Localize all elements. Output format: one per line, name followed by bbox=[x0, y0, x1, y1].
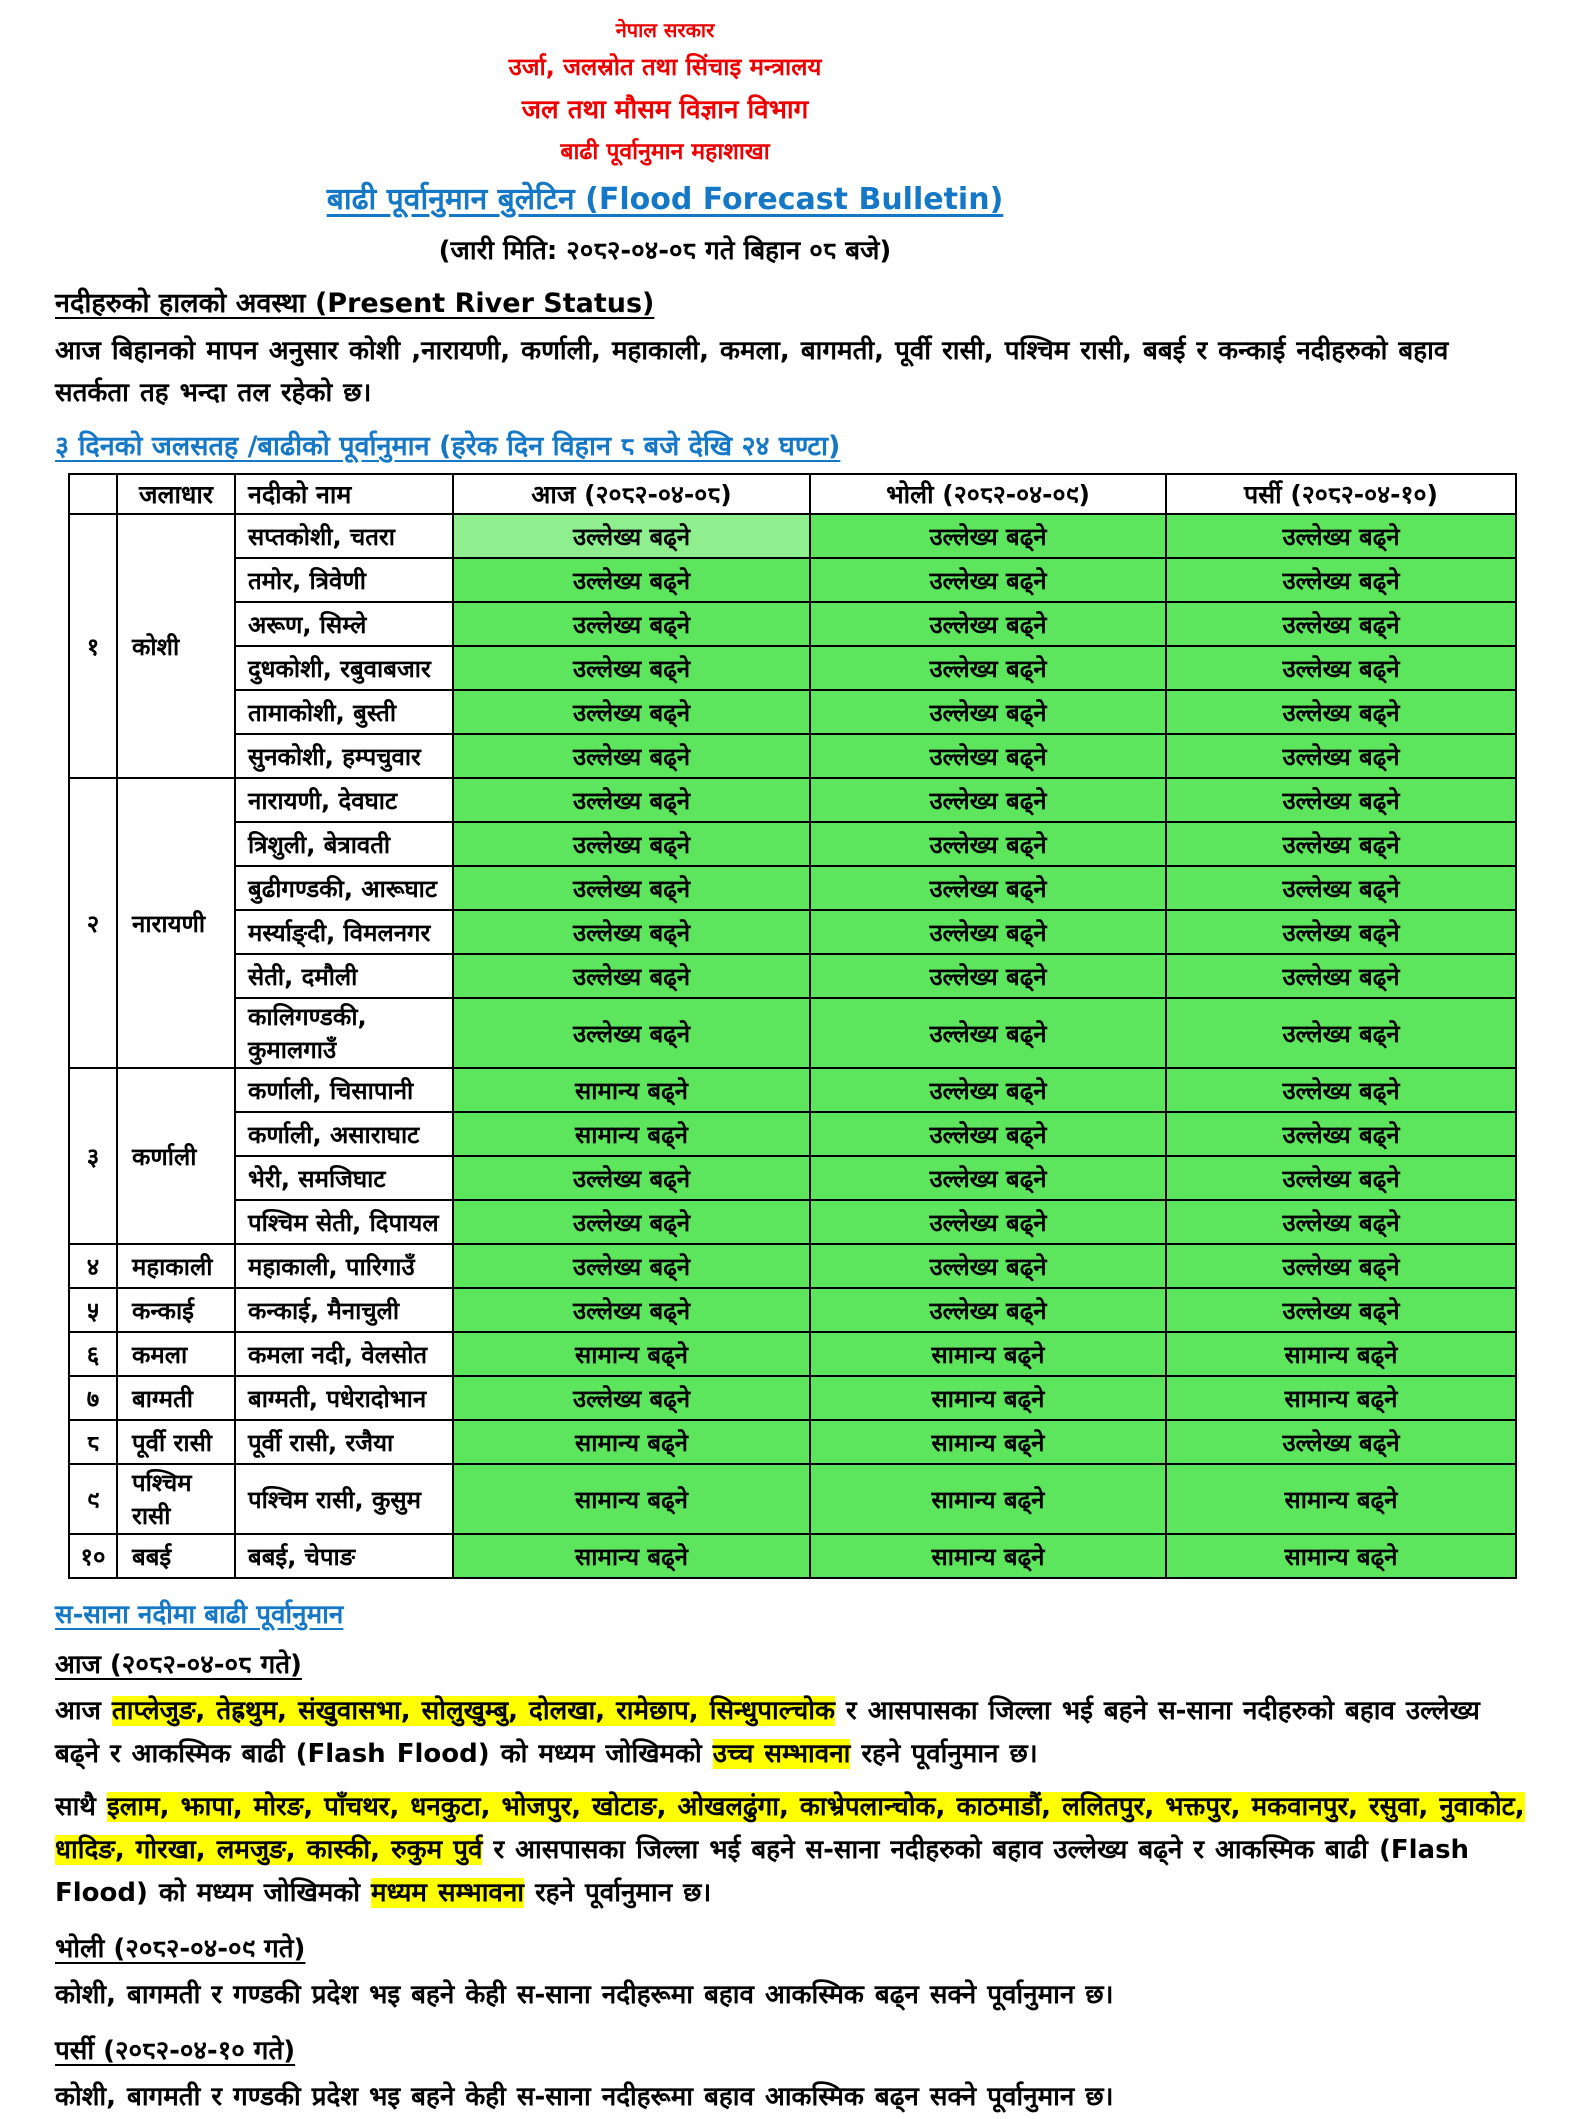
forecast-cell: उल्लेख्य बढ्ने bbox=[810, 690, 1166, 734]
basin-serial-number: १० bbox=[69, 1534, 117, 1578]
bulletin-title: बाढी पूर्वानुमान बुलेटिन (Flood Forecast Bulletin) bbox=[326, 182, 1004, 217]
forecast-cell: उल्लेख्य बढ्ने bbox=[1166, 1112, 1516, 1156]
forecast-cell: सामान्य बढ्ने bbox=[810, 1464, 1166, 1534]
forecast-cell: उल्लेख्य बढ्ने bbox=[453, 822, 810, 866]
plain-text: साथै bbox=[55, 1791, 107, 1822]
forecast-cell: उल्लेख्य बढ्ने bbox=[453, 646, 810, 690]
river-name: कमला नदी, वेलसोत bbox=[235, 1332, 453, 1376]
forecast-cell: उल्लेख्य बढ्ने bbox=[453, 1244, 810, 1288]
forecast-cell: उल्लेख्य बढ्ने bbox=[810, 822, 1166, 866]
forecast-cell: उल्लेख्य बढ्ने bbox=[453, 1156, 810, 1200]
river-name: पूर्वी रासी, रजैया bbox=[235, 1420, 453, 1464]
forecast-cell: उल्लेख्य बढ्ने bbox=[1166, 690, 1516, 734]
river-name: महाकाली, पारिगाउँ bbox=[235, 1244, 453, 1288]
table-row bbox=[69, 1534, 1516, 1578]
basin-serial-number: ५ bbox=[69, 1288, 117, 1332]
column-header-basin: जलाधार bbox=[117, 474, 235, 514]
forecast-cell: सामान्य बढ्ने bbox=[453, 1068, 810, 1112]
table-row bbox=[69, 558, 1516, 602]
table-row bbox=[69, 734, 1516, 778]
forecast-cell: उल्लेख्य बढ्ने bbox=[810, 1112, 1166, 1156]
river-name: भेरी, समजिघाट bbox=[235, 1156, 453, 1200]
river-name: त्रिशुली, बेत्रावती bbox=[235, 822, 453, 866]
plain-text: र आसपासका जिल्ला भई बहने स-साना नदीहरुको बहाव उल्लेख्य बढ्ने र आकस्मिक बाढी (Flash Flood) को मध्यम जोखिमको bbox=[55, 1696, 1480, 1770]
table-row bbox=[69, 910, 1516, 954]
river-name: बबई, चेपाङ bbox=[235, 1534, 453, 1578]
date-subheading: पर्सी (२०८२-०४-१० गते) bbox=[55, 2036, 296, 2067]
forecast-cell: उल्लेख्य बढ्ने bbox=[1166, 602, 1516, 646]
forecast-cell: उल्लेख्य बढ्ने bbox=[810, 1068, 1166, 1112]
river-name: बुढीगण्डकी, आरूघाट bbox=[235, 866, 453, 910]
basin-name: कोशी bbox=[117, 514, 235, 778]
table-row bbox=[69, 602, 1516, 646]
forecast-cell: उल्लेख्य बढ्ने bbox=[810, 1200, 1166, 1244]
plain-text: रहने पूर्वानुमान छ। bbox=[850, 1739, 1038, 1770]
river-name: तमोर, त्रिवेणी bbox=[235, 558, 453, 602]
forecast-cell: उल्लेख्य बढ्ने bbox=[453, 866, 810, 910]
forecast-cell: उल्लेख्य बढ्ने bbox=[453, 1288, 810, 1332]
forecast-cell: सामान्य बढ्ने bbox=[810, 1332, 1166, 1376]
river-name: सुनकोशी, हम्पचुवार bbox=[235, 734, 453, 778]
table-row bbox=[69, 1200, 1516, 1244]
forecast-cell: उल्लेख्य बढ्ने bbox=[1166, 558, 1516, 602]
document-body bbox=[55, 283, 1533, 2119]
forecast-cell: उल्लेख्य बढ्ने bbox=[1166, 910, 1516, 954]
present-status-text: आज बिहानको मापन अनुसार कोशी ,नारायणी, कर्णाली, महाकाली, कमला, बागमती, पूर्वी रासी, पश्चिम रासी, बबई र कन्काई नदीहरुको बहाव सतर्कता तह भन्दा तल रहेको छ। bbox=[55, 336, 1449, 409]
table-row bbox=[69, 1288, 1516, 1332]
forecast-cell: उल्लेख्य बढ्ने bbox=[1166, 1288, 1516, 1332]
river-name: तामाकोशी, बुस्ती bbox=[235, 690, 453, 734]
basin-name: पश्चिम रासी bbox=[117, 1464, 235, 1534]
table-row bbox=[69, 514, 1516, 558]
forecast-cell: सामान्य बढ्ने bbox=[453, 1534, 810, 1578]
forecast-cell: सामान्य बढ्ने bbox=[453, 1112, 810, 1156]
column-header-today: आज (२०८२-०४-०८) bbox=[453, 474, 810, 514]
table-row bbox=[69, 1068, 1516, 1112]
forecast-cell: सामान्य बढ्ने bbox=[810, 1420, 1166, 1464]
table-row bbox=[69, 954, 1516, 998]
forecast-cell: उल्लेख्य बढ्ने bbox=[1166, 778, 1516, 822]
highlighted-text: इलाम, झापा, मोरङ, पाँचथर, धनकुटा, भोजपुर, खोटाङ, ओखलढुंगा, काभ्रेपलान्चोक, काठमाडौं, ललितपुर, भक्तपुर, मकवानपुर, रसुवा, नुवाकोट, धादिङ, गोरखा, लमजुङ, कास्की, रुकुम पुर्व bbox=[55, 1791, 1525, 1865]
river-name: नारायणी, देवघाट bbox=[235, 778, 453, 822]
basin-serial-number: १ bbox=[69, 514, 117, 778]
forecast-cell: उल्लेख्य बढ्ने bbox=[810, 646, 1166, 690]
plain-text: आज bbox=[55, 1696, 112, 1727]
table-row bbox=[69, 778, 1516, 822]
forecast-cell: सामान्य बढ्ने bbox=[1166, 1464, 1516, 1534]
column-header-sn bbox=[69, 474, 117, 514]
forecast-cell: उल्लेख्य बढ्ने bbox=[453, 910, 810, 954]
forecast-paragraph bbox=[55, 1974, 1533, 2017]
header-row bbox=[69, 474, 1516, 514]
forecast-table bbox=[68, 473, 1517, 1579]
forecast-cell: उल्लेख्य बढ्ने bbox=[1166, 1244, 1516, 1288]
basin-name: बबई bbox=[117, 1534, 235, 1578]
table-row bbox=[69, 646, 1516, 690]
table-row bbox=[69, 1244, 1516, 1288]
forecast-cell: उल्लेख्य बढ्ने bbox=[1166, 1156, 1516, 1200]
forecast-cell: उल्लेख्य बढ्ने bbox=[1166, 514, 1516, 558]
river-name: सेती, दमौली bbox=[235, 954, 453, 998]
forecast-table-body bbox=[69, 514, 1516, 1578]
forecast-cell: सामान्य बढ्ने bbox=[810, 1376, 1166, 1420]
basin-name: महाकाली bbox=[117, 1244, 235, 1288]
forecast-cell: उल्लेख्य बढ्ने bbox=[453, 1200, 810, 1244]
forecast-cell: उल्लेख्य बढ्ने bbox=[810, 734, 1166, 778]
table-row bbox=[69, 1420, 1516, 1464]
highlighted-text: मध्यम सम्भावना bbox=[371, 1877, 525, 1908]
basin-serial-number: ७ bbox=[69, 1376, 117, 1420]
forecast-cell: सामान्य बढ्ने bbox=[810, 1534, 1166, 1578]
division-line: बाढी पूर्वानुमान महाशाखा bbox=[560, 139, 770, 165]
forecast-cell: उल्लेख्य बढ्ने bbox=[810, 558, 1166, 602]
document-header bbox=[55, 0, 1275, 267]
river-name: कर्णाली, असाराघाट bbox=[235, 1112, 453, 1156]
forecast-cell: उल्लेख्य बढ्ने bbox=[453, 602, 810, 646]
forecast-cell: उल्लेख्य बढ्ने bbox=[453, 558, 810, 602]
column-header-tomorrow: भोली (२०८२-०४-०९) bbox=[810, 474, 1166, 514]
basin-name: पूर्वी रासी bbox=[117, 1420, 235, 1464]
forecast-cell: उल्लेख्य बढ्ने bbox=[453, 734, 810, 778]
river-name: कन्काई, मैनाचुली bbox=[235, 1288, 453, 1332]
forecast-cell: उल्लेख्य बढ्ने bbox=[1166, 822, 1516, 866]
date-subheading: भोली (२०८२-०४-०९ गते) bbox=[55, 1934, 306, 1964]
forecast-paragraph bbox=[55, 1786, 1533, 1915]
forecast-cell: उल्लेख्य बढ्ने bbox=[810, 1244, 1166, 1288]
date-subheading: आज (२०८२-०४-०८ गते) bbox=[55, 1650, 302, 1681]
forecast-cell: उल्लेख्य बढ्ने bbox=[1166, 866, 1516, 910]
forecast-cell: उल्लेख्य बढ्ने bbox=[1166, 998, 1516, 1068]
basin-serial-number: ९ bbox=[69, 1464, 117, 1534]
basin-serial-number: ८ bbox=[69, 1420, 117, 1464]
plain-text: रहने पूर्वानुमान छ। bbox=[524, 1877, 712, 1908]
forecast-cell: उल्लेख्य बढ्ने bbox=[810, 514, 1166, 558]
table-row bbox=[69, 866, 1516, 910]
column-header-river: नदीको नाम bbox=[235, 474, 453, 514]
plain-text: कोशी, बागमती र गण्डकी प्रदेश भइ बहने केही स-साना नदीहरूमा बहाव आकस्मिक बढ्न सक्ने पूर्वानुमान छ। bbox=[55, 2082, 1114, 2113]
forecast-cell: उल्लेख्य बढ्ने bbox=[1166, 1200, 1516, 1244]
highlighted-text: उच्च सम्भावना bbox=[712, 1739, 851, 1770]
forecast-cell: उल्लेख्य बढ्ने bbox=[810, 1288, 1166, 1332]
forecast-paragraph bbox=[55, 1690, 1533, 1776]
forecast-cell: सामान्य बढ्ने bbox=[1166, 1376, 1516, 1420]
basin-name: कर्णाली bbox=[117, 1068, 235, 1244]
forecast-cell: उल्लेख्य बढ्ने bbox=[810, 866, 1166, 910]
forecast-cell: सामान्य बढ्ने bbox=[453, 1420, 810, 1464]
table-row bbox=[69, 1112, 1516, 1156]
forecast-cell: उल्लेख्य बढ्ने bbox=[1166, 1420, 1516, 1464]
forecast-cell: सामान्य बढ्ने bbox=[453, 1332, 810, 1376]
small-rivers-heading: स-साना नदीमा बाढी पूर्वानुमान bbox=[55, 1600, 344, 1631]
forecast-cell: सामान्य बढ्ने bbox=[1166, 1534, 1516, 1578]
river-name: पश्चिम सेती, दिपायल bbox=[235, 1200, 453, 1244]
basin-serial-number: ६ bbox=[69, 1332, 117, 1376]
table-row bbox=[69, 1464, 1516, 1534]
river-name: अरूण, सिम्ले bbox=[235, 602, 453, 646]
table-row bbox=[69, 822, 1516, 866]
forecast-paragraph bbox=[55, 2076, 1533, 2119]
forecast-cell: उल्लेख्य बढ्ने bbox=[453, 690, 810, 734]
basin-name: बाग्मती bbox=[117, 1376, 235, 1420]
river-name: बाग्मती, पधेरादोभान bbox=[235, 1376, 453, 1420]
forecast-cell: उल्लेख्य बढ्ने bbox=[453, 778, 810, 822]
small-rivers-sections bbox=[55, 1645, 1533, 2119]
present-status-heading: नदीहरुको हालको अवस्था (Present River Status) bbox=[55, 288, 655, 319]
column-header-dayafter: पर्सी (२०८२-०४-१०) bbox=[1166, 474, 1516, 514]
basin-name: नारायणी bbox=[117, 778, 235, 1068]
forecast-cell: उल्लेख्य बढ्ने bbox=[810, 998, 1166, 1068]
forecast-cell: उल्लेख्य बढ्ने bbox=[1166, 646, 1516, 690]
plain-text: र आसपासका जिल्ला भई बहने स-साना नदीहरुको बहाव उल्लेख्य बढ्ने र आकस्मिक बाढी (Flash Flood) को मध्यम जोखिमको bbox=[55, 1834, 1470, 1908]
river-name: मर्स्याङ्दी, विमलनगर bbox=[235, 910, 453, 954]
forecast-cell: उल्लेख्य बढ्ने bbox=[453, 514, 810, 558]
issue-date-line: (जारी मिति: २०८२-०४-०८ गते बिहान ०८ बजे) bbox=[438, 236, 892, 266]
forecast-cell: उल्लेख्य बढ्ने bbox=[1166, 734, 1516, 778]
department-line: जल तथा मौसम विज्ञान विभाग bbox=[521, 95, 809, 125]
government-line: नेपाल सरकार bbox=[615, 18, 715, 42]
forecast-table-header bbox=[69, 474, 1516, 514]
river-name: पश्चिम रासी, कुसुम bbox=[235, 1464, 453, 1534]
basin-name: कन्काई bbox=[117, 1288, 235, 1332]
highlighted-text: ताप्लेजुङ, तेह्रथुम, संखुवासभा, सोलुखुम्बु, दोलखा, रामेछाप, सिन्धुपाल्चोक bbox=[111, 1696, 835, 1727]
forecast-cell: उल्लेख्य बढ्ने bbox=[810, 602, 1166, 646]
plain-text: कोशी, बागमती र गण्डकी प्रदेश भइ बहने केही स-साना नदीहरूमा बहाव आकस्मिक बढ्न सक्ने पूर्वानुमान छ। bbox=[55, 1980, 1114, 2010]
ministry-line: उर्जा, जलस्रोत तथा सिंचाइ मन्त्रालय bbox=[508, 53, 822, 81]
forecast-table-heading: ३ दिनको जलसतह /बाढीको पूर्वानुमान (हरेक दिन विहान ८ बजे देखि २४ घण्टा) bbox=[55, 431, 841, 463]
table-row bbox=[69, 1376, 1516, 1420]
river-name: दुधकोशी, रबुवाबजार bbox=[235, 646, 453, 690]
forecast-cell: सामान्य बढ्ने bbox=[453, 1464, 810, 1534]
forecast-cell: उल्लेख्य बढ्ने bbox=[453, 998, 810, 1068]
forecast-cell: उल्लेख्य बढ्ने bbox=[1166, 1068, 1516, 1112]
basin-name: कमला bbox=[117, 1332, 235, 1376]
forecast-cell: उल्लेख्य बढ्ने bbox=[810, 954, 1166, 998]
table-row bbox=[69, 690, 1516, 734]
river-name: कर्णाली, चिसापानी bbox=[235, 1068, 453, 1112]
river-name: कालिगण्डकी, कुमालगाउँ bbox=[235, 998, 453, 1068]
forecast-cell: उल्लेख्य बढ्ने bbox=[453, 1376, 810, 1420]
river-name: सप्तकोशी, चतरा bbox=[235, 514, 453, 558]
basin-serial-number: २ bbox=[69, 778, 117, 1068]
table-row bbox=[69, 998, 1516, 1068]
table-row bbox=[69, 1156, 1516, 1200]
forecast-cell: सामान्य बढ्ने bbox=[1166, 1332, 1516, 1376]
forecast-cell: उल्लेख्य बढ्ने bbox=[1166, 954, 1516, 998]
forecast-cell: उल्लेख्य बढ्ने bbox=[810, 1156, 1166, 1200]
forecast-cell: उल्लेख्य बढ्ने bbox=[810, 910, 1166, 954]
forecast-cell: उल्लेख्य बढ्ने bbox=[810, 778, 1166, 822]
basin-serial-number: ४ bbox=[69, 1244, 117, 1288]
basin-serial-number: ३ bbox=[69, 1068, 117, 1244]
table-row bbox=[69, 1332, 1516, 1376]
forecast-cell: उल्लेख्य बढ्ने bbox=[453, 954, 810, 998]
